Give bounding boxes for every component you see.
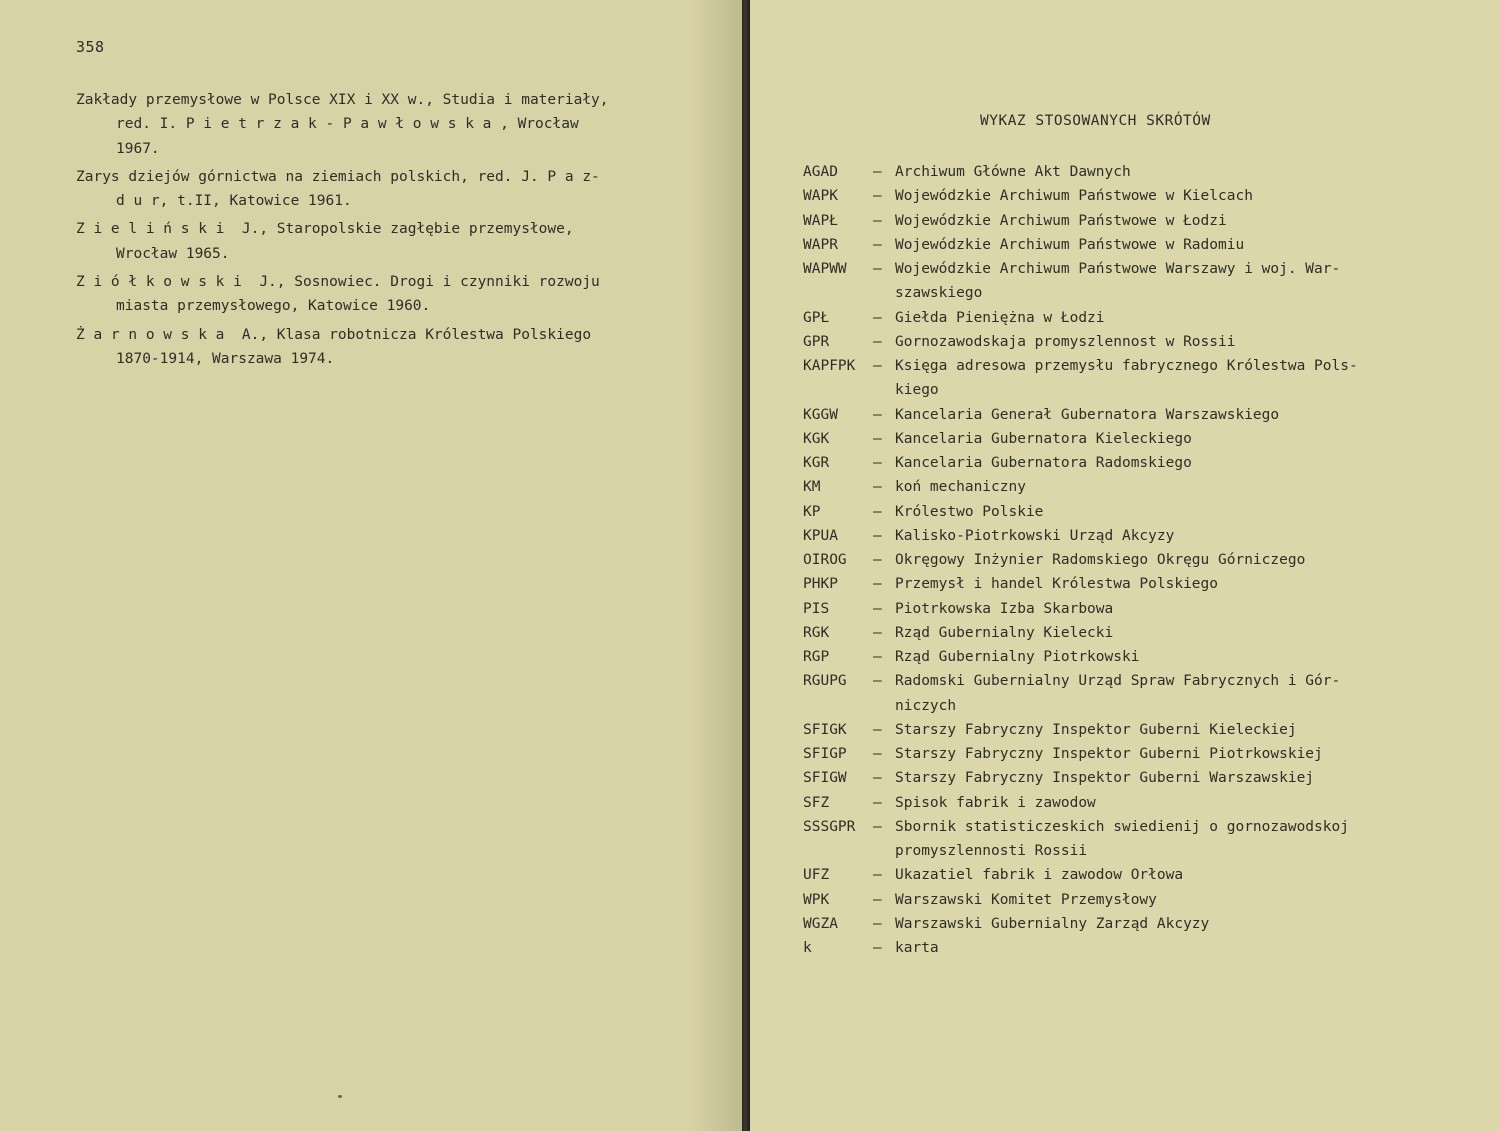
abbreviation-code: RGK (803, 624, 830, 641)
abbreviation-expansion: Sbornik statisticzeskich swiedienij o gornozawodskoj (895, 818, 1349, 835)
abbreviation-dash: – (873, 406, 882, 423)
abbreviation-row (803, 354, 1443, 378)
abbreviation-expansion: Wojewódzkie Archiwum Państwowe w Kielcach (895, 188, 1253, 205)
abbreviation-dash: – (873, 479, 882, 496)
abbreviation-expansion: Spisok fabrik i zawodow (895, 794, 1096, 811)
bibliography-line: Z i e l i ń s k i J., Staropolskie zagłębie przemysłowe, (76, 221, 574, 238)
abbreviation-row (803, 257, 1443, 281)
abbreviation-code: WGZA (803, 915, 838, 932)
abbreviation-dash: – (873, 818, 882, 835)
abbreviations-heading: WYKAZ STOSOWANYCH SKRÓTÓW (980, 113, 1211, 129)
abbreviation-dash: – (873, 164, 882, 180)
abbreviation-code: KAPFPK (803, 358, 856, 374)
abbreviation-code: SSSGPR (803, 818, 856, 835)
abbreviation-code: KPUA (803, 527, 838, 544)
abbreviation-dash: – (873, 527, 882, 544)
abbreviation-code: WAPŁ (803, 212, 838, 229)
abbreviation-expansion-continued: kiego (895, 382, 939, 399)
abbreviation-expansion: Starszy Fabryczny Inspektor Guberni Piotrkowskiej (895, 746, 1323, 762)
abbreviation-code: OIROG (803, 552, 847, 568)
abbreviation-expansion: koń mechaniczny (895, 479, 1026, 496)
abbreviation-dash: – (873, 721, 882, 738)
abbreviation-code: SFIGK (803, 721, 847, 738)
abbreviation-dash: – (873, 188, 882, 205)
abbreviation-dash: – (873, 649, 882, 665)
abbreviation-dash: – (873, 455, 882, 471)
abbreviation-expansion: Starszy Fabryczny Inspektor Guberni Kieleckiej (895, 721, 1297, 738)
page-shadow (690, 0, 742, 1131)
abbreviation-code: RGP (803, 649, 830, 665)
abbreviation-dash: – (873, 552, 882, 568)
abbreviation-row (803, 815, 1443, 839)
abbreviation-row (803, 572, 1443, 596)
left-page (0, 0, 742, 1131)
bibliography-line: Wrocław 1965. (116, 245, 230, 262)
abbreviation-dash: – (873, 794, 882, 811)
abbreviation-code: GPR (803, 333, 830, 350)
bibliography-line: red. I. P i e t r z a k - P a w ł o w s k a , Wrocław (116, 116, 579, 133)
bibliography-entry (76, 88, 676, 161)
abbreviation-code: RGUPG (803, 673, 847, 690)
bibliography-entry (76, 165, 676, 214)
abbreviation-row (803, 233, 1443, 257)
paper-speck (338, 1095, 342, 1098)
abbreviation-expansion: Wojewódzkie Archiwum Państwowe w Łodzi (895, 212, 1227, 229)
abbreviation-expansion-continued: niczych (895, 697, 957, 714)
abbreviation-dash: – (873, 333, 882, 350)
bibliography-line: Zakłady przemysłowe w Polsce XIX i XX w., Studia i materiały, (76, 92, 609, 108)
abbreviation-row (803, 742, 1443, 766)
abbreviation-row (803, 645, 1443, 669)
abbreviation-expansion: Rząd Gubernialny Piotrkowski (895, 649, 1140, 665)
abbreviation-expansion: Warszawski Komitet Przemysłowy (895, 891, 1157, 908)
book-gutter (742, 0, 750, 1131)
abbreviation-expansion: Okręgowy Inżynier Radomskiego Okręgu Górniczego (895, 552, 1306, 568)
abbreviation-expansion: karta (895, 940, 939, 956)
bibliography-line: miasta przemysłowego, Katowice 1960. (116, 298, 431, 315)
abbreviation-code: PHKP (803, 576, 838, 593)
abbreviation-row (803, 500, 1443, 524)
abbreviation-code: GPŁ (803, 309, 830, 326)
abbreviation-code: WAPR (803, 236, 838, 253)
abbreviation-row (803, 184, 1443, 208)
abbreviation-row (803, 936, 1443, 960)
abbreviation-expansion: Kancelaria Gubernatora Radomskiego (895, 455, 1192, 471)
abbreviation-dash: – (873, 358, 882, 374)
abbreviation-code: KGK (803, 430, 830, 447)
abbreviation-code: UFZ (803, 867, 830, 884)
abbreviation-expansion: Rząd Gubernialny Kielecki (895, 624, 1114, 641)
abbreviation-row (803, 718, 1443, 742)
abbreviation-code: WPK (803, 891, 830, 908)
abbreviation-code: k (803, 940, 812, 956)
abbreviation-dash: – (873, 430, 882, 447)
abbreviation-code: WAPWW (803, 261, 847, 277)
abbreviation-row (803, 330, 1443, 354)
abbreviation-row (803, 766, 1443, 790)
abbreviation-dash: – (873, 309, 882, 326)
bibliography-line: Zarys dziejów górnictwa na ziemiach polskich, red. J. P a z- (76, 168, 600, 185)
abbreviation-code: SFIGP (803, 746, 847, 762)
abbreviation-dash: – (873, 673, 882, 690)
abbreviation-code: KP (803, 503, 821, 520)
abbreviation-dash: – (873, 261, 882, 277)
abbreviation-expansion: Wojewódzkie Archiwum Państwowe Warszawy i woj. War- (895, 261, 1341, 277)
abbreviation-row (803, 669, 1443, 693)
abbreviation-expansion: Przemysł i handel Królestwa Polskiego (895, 576, 1219, 593)
page-number: 358 (76, 38, 105, 56)
abbreviation-dash: – (873, 915, 882, 932)
abbreviation-dash: – (873, 770, 882, 787)
abbreviation-dash: – (873, 600, 882, 617)
abbreviation-dash: – (873, 940, 882, 956)
bibliography-entry (76, 270, 676, 319)
abbreviation-expansion: Gornozawodskaja promyszlennost w Rossii (895, 333, 1236, 350)
abbreviation-expansion: Ukazatiel fabrik i zawodow Orłowa (895, 867, 1184, 884)
abbreviation-dash: – (873, 867, 882, 884)
abbreviation-row (803, 403, 1443, 427)
abbreviation-expansion: Giełda Pieniężna w Łodzi (895, 309, 1105, 326)
abbreviation-row (803, 451, 1443, 475)
abbreviation-expansion: Warszawski Gubernialny Zarząd Akcyzy (895, 915, 1210, 932)
abbreviation-dash: – (873, 503, 882, 520)
abbreviation-expansion: Królestwo Polskie (895, 503, 1044, 520)
bibliography-line: d u r, t.II, Katowice 1961. (116, 193, 352, 210)
abbreviation-expansion: Księga adresowa przemysłu fabrycznego Królestwa Pols- (895, 358, 1358, 374)
abbreviation-row (803, 863, 1443, 887)
abbreviation-row (803, 475, 1443, 499)
abbreviation-row (803, 524, 1443, 548)
bibliography-line: 1967. (116, 140, 160, 157)
abbreviation-row (803, 160, 1443, 184)
abbreviation-dash: – (873, 624, 882, 641)
abbreviation-row (803, 597, 1443, 621)
abbreviation-code: WAPK (803, 188, 838, 205)
abbreviation-expansion: Kalisko-Piotrkowski Urząd Akcyzy (895, 527, 1175, 544)
abbreviation-dash: – (873, 212, 882, 229)
abbreviation-dash: – (873, 746, 882, 762)
abbreviation-row (803, 209, 1443, 233)
abbreviation-row (803, 888, 1443, 912)
abbreviation-expansion: Kancelaria Gubernatora Kieleckiego (895, 430, 1192, 447)
abbreviation-expansion: Radomski Gubernialny Urząd Spraw Fabrycznych i Gór- (895, 673, 1341, 690)
bibliography-entry (76, 323, 676, 372)
abbreviation-code: AGAD (803, 164, 838, 180)
abbreviation-expansion: Starszy Fabryczny Inspektor Guberni Warszawskiej (895, 770, 1315, 787)
abbreviation-code: KGGW (803, 406, 838, 423)
bibliography-list (76, 88, 676, 375)
abbreviation-dash: – (873, 891, 882, 908)
abbreviation-expansion: Archiwum Główne Akt Dawnych (895, 164, 1131, 180)
abbreviation-dash: – (873, 236, 882, 253)
abbreviation-row (803, 912, 1443, 936)
bibliography-line: 1870-1914, Warszawa 1974. (116, 350, 335, 367)
abbreviation-row (803, 306, 1443, 330)
abbreviation-code: SFZ (803, 794, 830, 811)
abbreviation-code: KM (803, 479, 821, 496)
bibliography-line: Z i ó ł k o w s k i J., Sosnowiec. Drogi i czynniki rozwoju (76, 274, 600, 291)
abbreviation-code: PIS (803, 600, 830, 617)
abbreviation-dash: – (873, 576, 882, 593)
abbreviation-expansion-continued: promyszlennosti Rossii (895, 843, 1088, 859)
abbreviation-row (803, 791, 1443, 815)
abbreviation-row (803, 548, 1443, 572)
abbreviation-code: KGR (803, 455, 830, 471)
bibliography-entry (76, 217, 676, 266)
abbreviation-expansion: Kancelaria Generał Gubernatora Warszawskiego (895, 406, 1280, 423)
abbreviation-row (803, 427, 1443, 451)
abbreviation-expansion: Wojewódzkie Archiwum Państwowe w Radomiu (895, 236, 1245, 253)
abbreviation-code: SFIGW (803, 770, 847, 787)
abbreviation-expansion-continued: szawskiego (895, 285, 983, 302)
abbreviation-row (803, 621, 1443, 645)
abbreviations-list (803, 160, 1443, 960)
abbreviation-expansion: Piotrkowska Izba Skarbowa (895, 600, 1114, 617)
bibliography-line: Ż a r n o w s k a A., Klasa robotnicza Królestwa Polskiego (76, 326, 592, 343)
